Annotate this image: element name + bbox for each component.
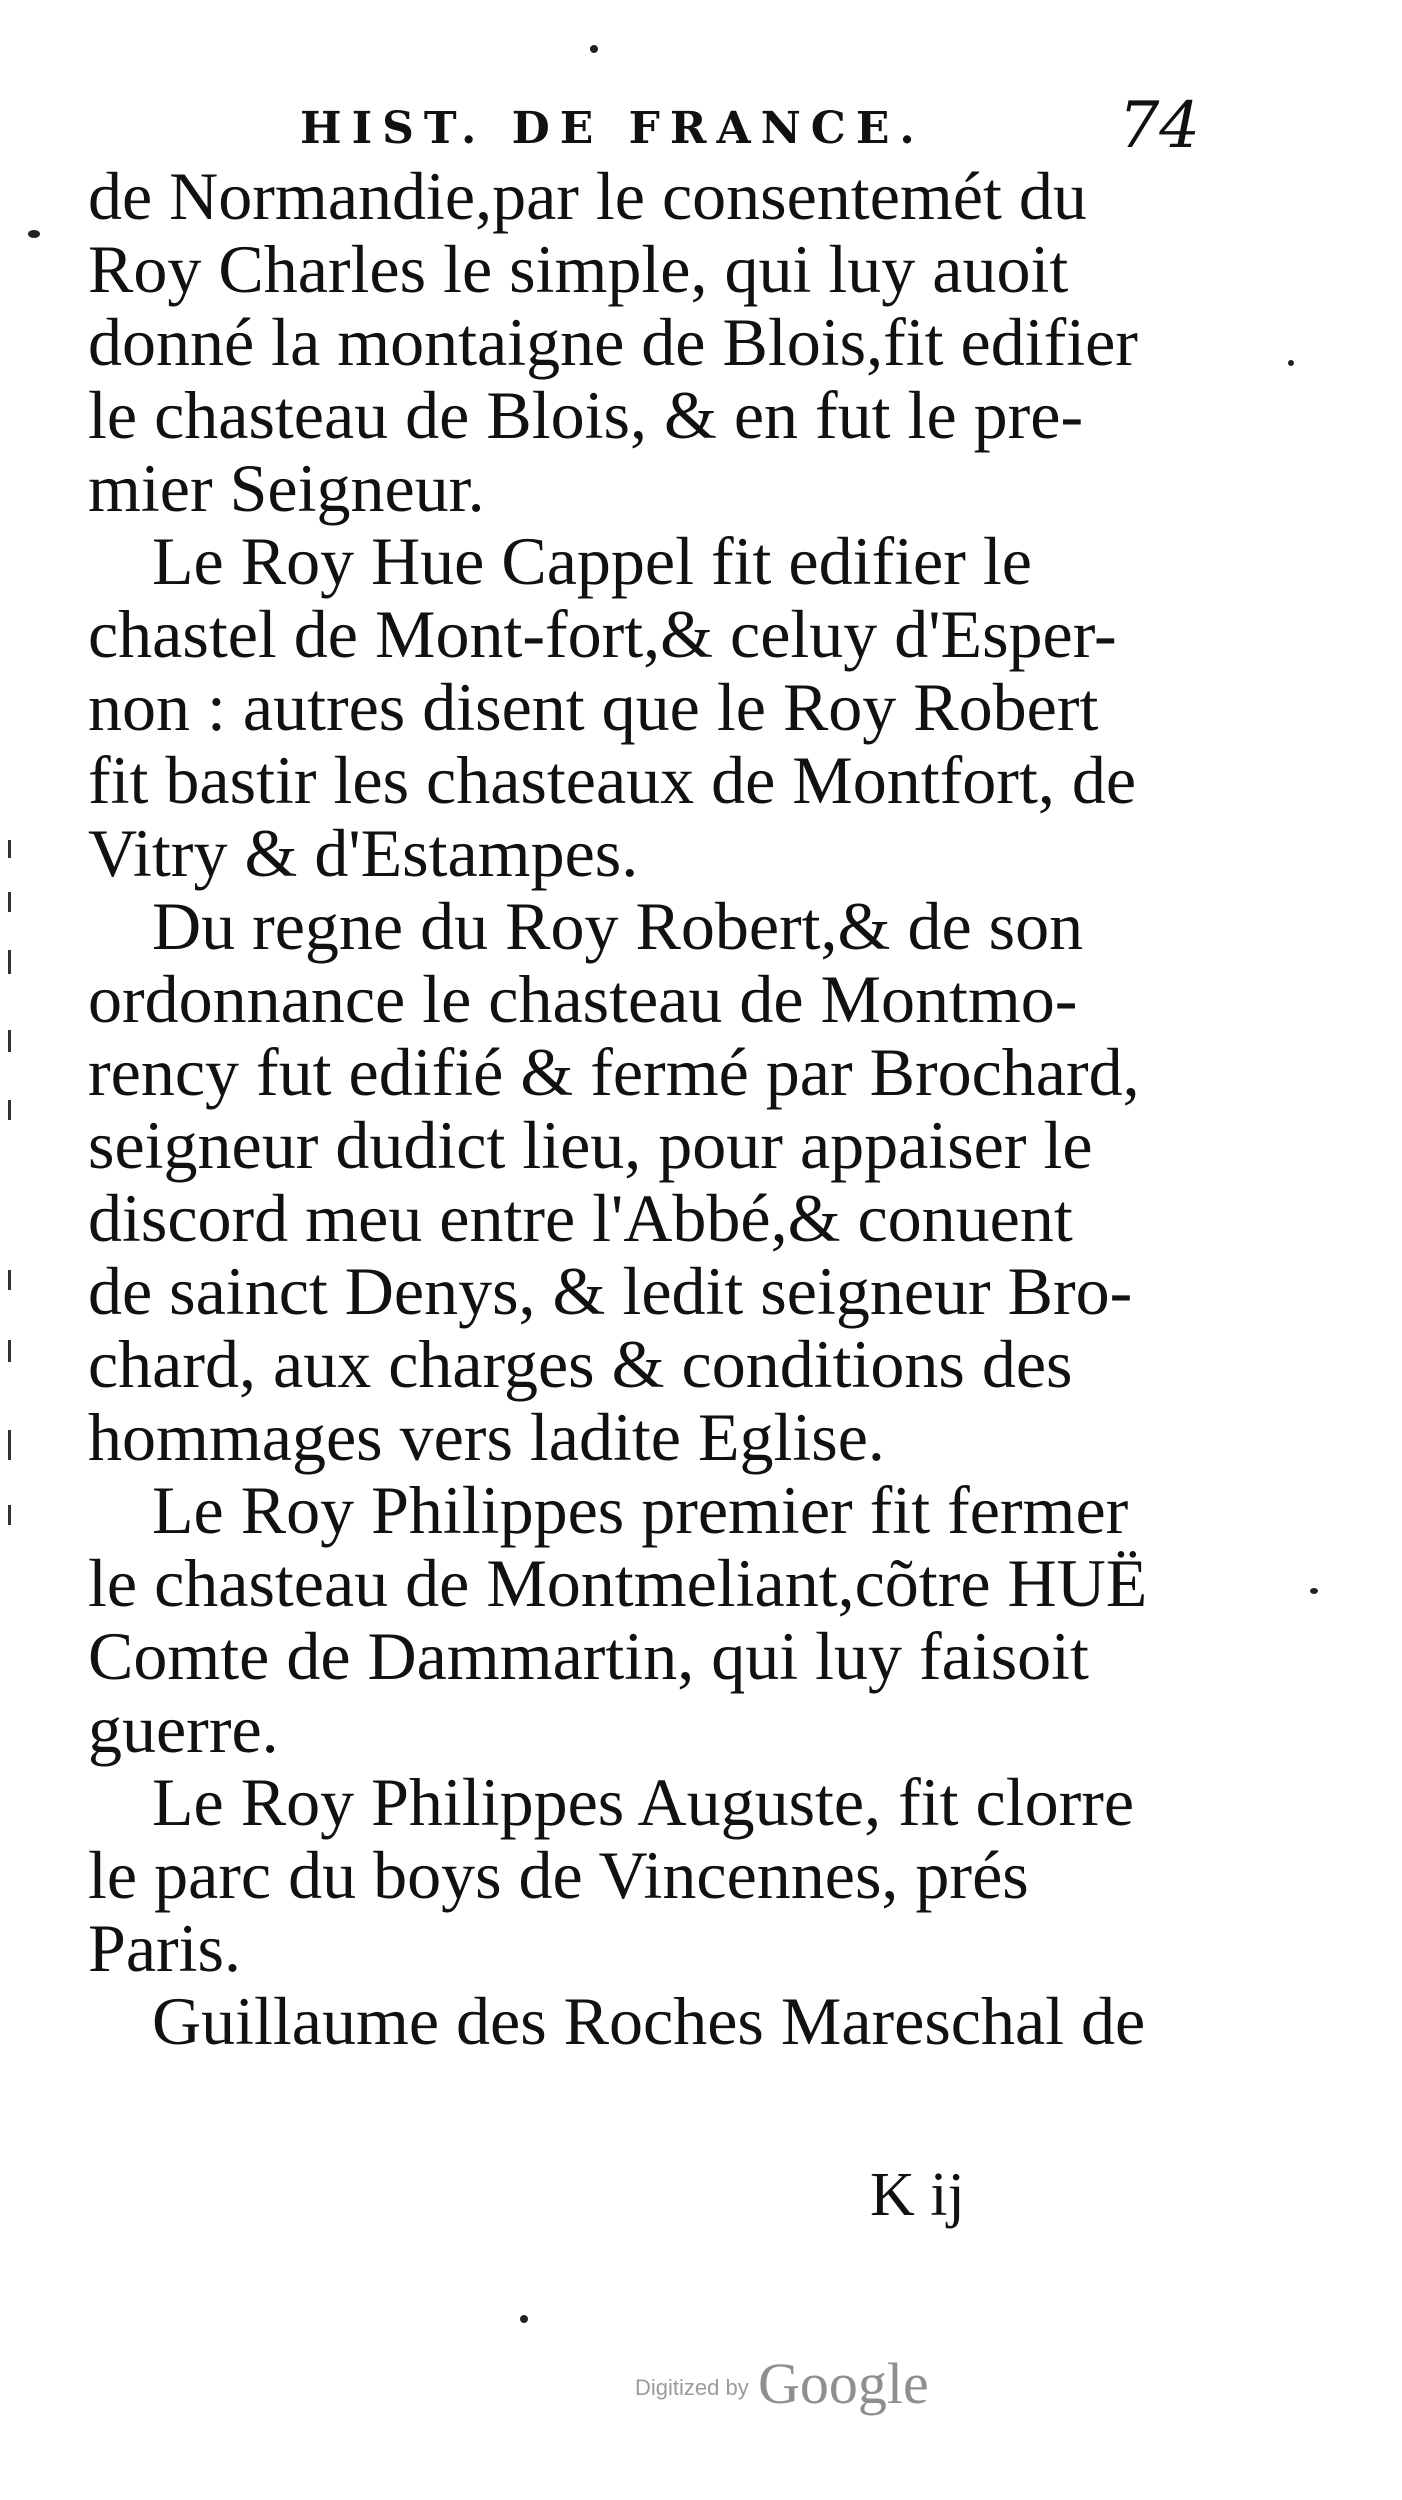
text-line: le chasteau de Montmeliant,cõtre HUË [88,1545,1148,1621]
signature-mark: K ij [870,2161,965,2229]
text-line: seigneur dudict lieu, pour appaiser le [88,1107,1093,1183]
text-line: Roy Charles le simple, qui luy auoit [88,231,1069,307]
scan-speck [520,2315,528,2323]
text-line: rency fut edifié & fermé par Brochard, [88,1034,1140,1110]
text-line: guerre. [88,1691,279,1767]
text-line: Vitry & d'Estampes. [88,815,639,891]
text-line: le chasteau de Blois, & en fut le pre- [88,377,1084,453]
text-line: chastel de Mont-fort,& celuy d'Esper- [88,596,1117,672]
text-line: Le Roy Philippes premier fit fermer [152,1472,1129,1548]
text-line: ordonnance le chasteau de Montmo- [88,961,1078,1037]
edge-mark [8,950,11,974]
scan-speck [1310,1588,1318,1594]
scan-speck [28,230,40,238]
page-number: 74 [1118,89,1200,163]
text-line: Paris. [88,1910,241,1986]
text-line: discord meu entre l'Abbé,& conuent [88,1180,1073,1256]
edge-mark [8,1430,11,1460]
edge-mark [8,1340,11,1362]
text-line: de Normandie,par le consentemét du [88,158,1087,234]
text-line: de sainct Denys, & ledit seigneur Bro- [88,1253,1133,1329]
running-head: HIST. DE FRANCE. [300,103,925,154]
text-line: non : autres disent que le Roy Robert [88,669,1099,745]
body-text [88,160,1208,2058]
text-line: Le Roy Philippes Auguste, fit clorre [152,1764,1135,1840]
edge-mark [8,1270,11,1290]
text-line: mier Seigneur. [88,450,485,526]
scan-speck [590,45,598,53]
text-line: Le Roy Hue Cappel fit edifier le [152,523,1032,599]
text-line: le parc du boys de Vincennes, prés [88,1837,1029,1913]
page-header [300,89,1200,165]
text-line: Guillaume des Roches Mareschal de [152,1983,1146,2059]
text-line: Comte de Dammartin, qui luy faisoit [88,1618,1089,1694]
text-line: hommages vers ladite Eglise. [88,1399,885,1475]
text-line: chard, aux charges & conditions des [88,1326,1073,1402]
google-logo: Google [758,2351,929,2416]
edge-mark [8,1100,11,1120]
text-line: donné la montaigne de Blois,fit edifier [88,304,1138,380]
edge-mark [8,1030,11,1052]
edge-mark [8,840,11,858]
edge-mark [8,1505,11,1525]
digitized-label: Digitized by [635,2375,749,2400]
text-line: Du regne du Roy Robert,& de son [152,888,1084,964]
text-line: fit bastir les chasteaux de Montfort, de [88,742,1137,818]
edge-mark [8,892,11,912]
scan-speck [1288,360,1294,366]
